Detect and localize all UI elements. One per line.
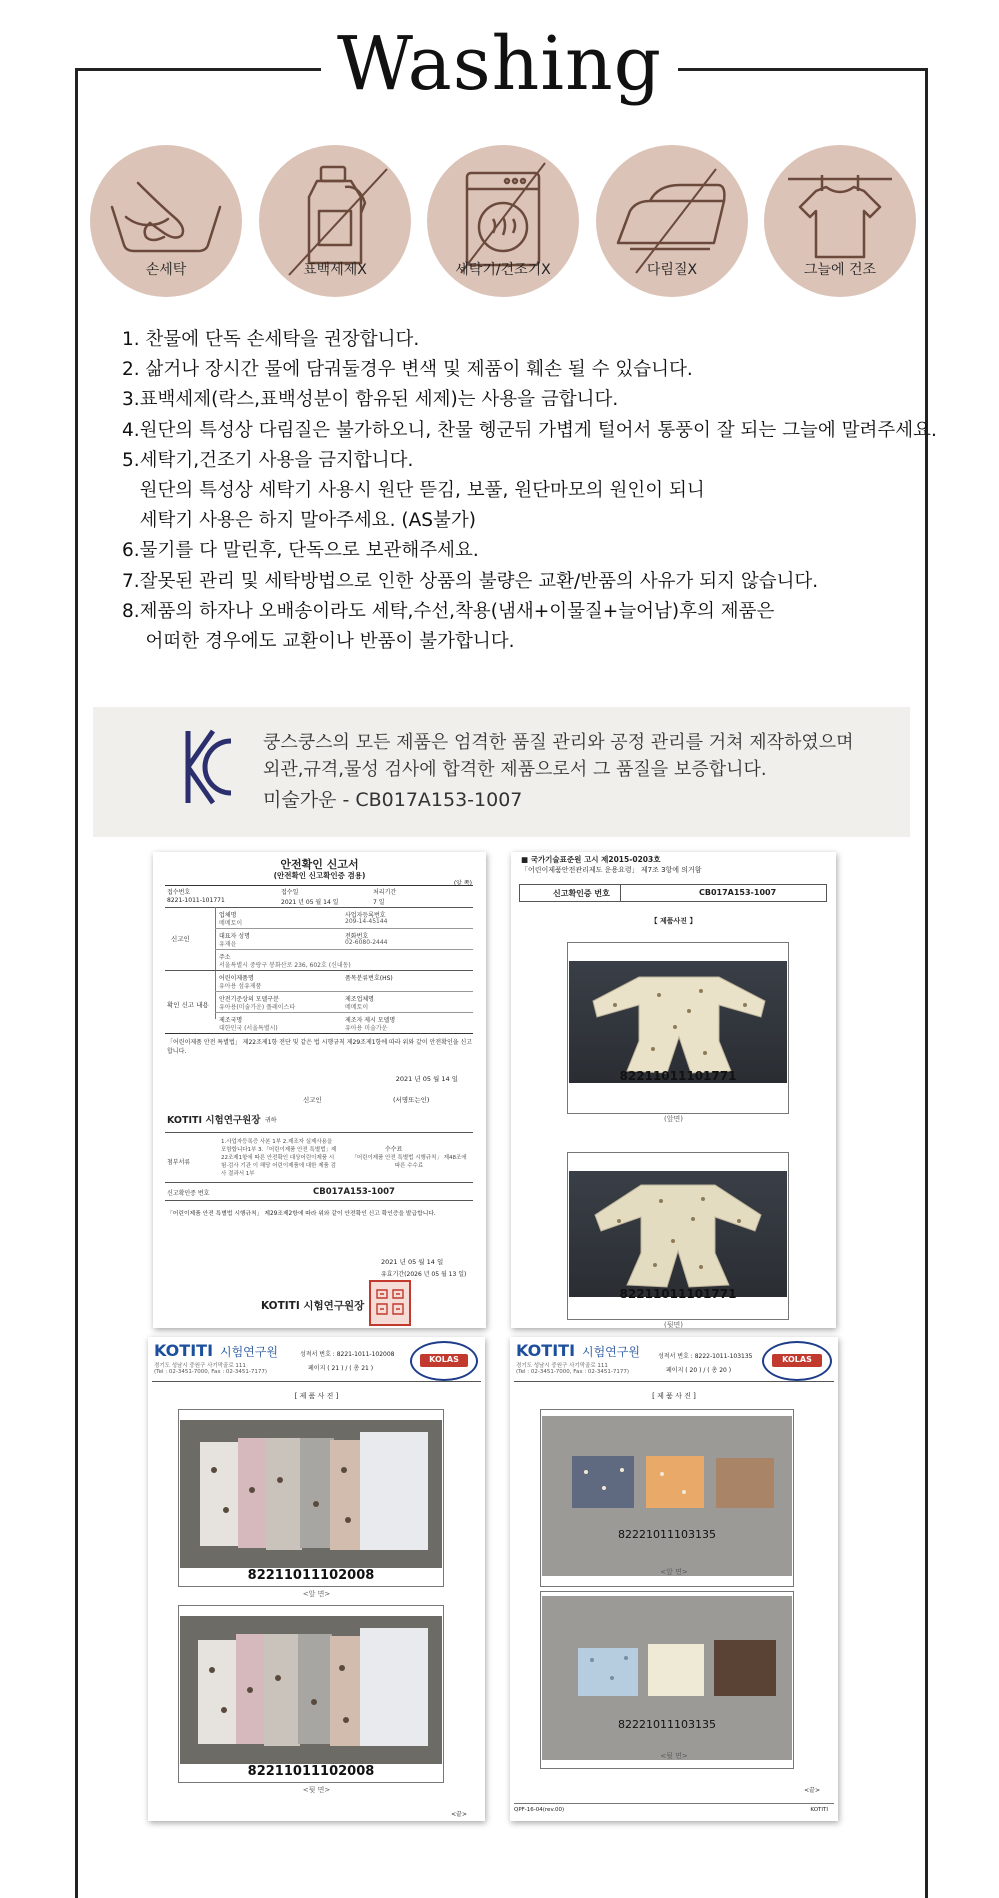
rule-line: 2. 삶거나 장시간 물에 담궈둘경우 변색 및 제품이 훼손 될 수 있습니다. xyxy=(122,359,693,381)
cert-number: CB017A153-1007 xyxy=(699,888,777,897)
hand-wash-icon xyxy=(90,145,242,297)
page-mark: (앞 쪽) xyxy=(453,880,472,887)
label: 수수료 xyxy=(385,1146,403,1153)
kc-logo-icon xyxy=(183,727,235,811)
test-report-doc xyxy=(510,1337,838,1821)
label: 제조국명 xyxy=(219,1017,243,1024)
kolas-logo-icon xyxy=(762,1341,832,1381)
doc-title: 안전확인 신고서 xyxy=(280,858,359,871)
sign: (서명또는인) xyxy=(393,1096,430,1104)
product-number: 82211011101771 xyxy=(619,1287,737,1301)
kc-line-2: 외관,규격,물성 검사에 합격한 제품으로서 그 품질을 보증합니다. xyxy=(263,759,767,780)
value: 8221-1011-101771 xyxy=(167,897,225,904)
rule-line: 6.물기를 다 말린후, 단독으로 보관해주세요. xyxy=(122,540,479,562)
product-photo xyxy=(567,942,789,1114)
label: 처리기간 xyxy=(373,889,397,896)
value: 1.사업자등록증 사본 1부 2.제조자 실제사용을 포함합니다1부 3.「어린이제품 안전 특별법」제22조제1항에 따른 안전확인 대상어린이제품 시험·검사 기관 이 해당 어린이제품에 대한 제품 검사 결과서 1부 xyxy=(221,1139,337,1177)
care-icons xyxy=(90,145,920,305)
icon-label: 손세탁 xyxy=(145,262,187,278)
date: 2021 년 05 월 14 일 xyxy=(395,1075,458,1083)
value: 유아용(미술가운) 플레이스타 xyxy=(219,1004,296,1011)
label: 접수일 xyxy=(281,889,299,896)
confirm-text: 「어린이제품 안전 특별법 시행규칙」 제29조제2항에 따라 위와 같이 안전확인 신고 확인증을 발급합니다. xyxy=(167,1211,436,1217)
label: 신고인 xyxy=(171,935,190,943)
report-number: 성적서 번호 : 8221-1011-102008 xyxy=(300,1351,395,1358)
label: 주소 xyxy=(219,954,231,961)
value: 대한민국 (서울특별시) xyxy=(219,1025,278,1032)
icon-label: 표백세제X xyxy=(303,262,367,278)
product-number: 82221011103135 xyxy=(618,1718,716,1731)
fabric-back-image xyxy=(180,1616,442,1764)
product-photo xyxy=(178,1605,444,1783)
label: 대표자 성명 xyxy=(219,933,250,940)
rule-line: 4.원단의 특성상 다림질은 불가하오니, 찬물 헹군뒤 가볍게 털어서 통풍이 잘 되는 그늘에 말려주세요. xyxy=(122,419,937,441)
value: 02-6080-2444 xyxy=(345,939,388,946)
form-number: QPF-16-04(rev.00) xyxy=(514,1807,565,1813)
no-machine-wash-icon xyxy=(427,145,579,297)
kc-line-1: 쿵스쿵스의 모든 제품은 엄격한 품질 관리와 공정 관리를 거쳐 제작하였으며 xyxy=(263,732,854,753)
value: 209-14-45144 xyxy=(345,918,388,925)
official-seal-icon xyxy=(369,1280,411,1326)
footer-brand: KOTITI xyxy=(810,1807,828,1813)
doc-subtitle: (안전확인 신고확인증 겸용) xyxy=(273,871,366,880)
notice-1: ■ 국가기술표준원 고시 제2015-0203호 xyxy=(521,855,661,864)
value: 2021 년 05 월 14 일 xyxy=(281,899,339,906)
no-bleach-icon xyxy=(259,145,411,297)
value: 메메토이 xyxy=(219,920,243,927)
kolas-text: KOLAS xyxy=(429,1355,459,1364)
rule-line: 8.제품의 하자나 오배송이라도 세탁,수선,착용(냄새+이물질+늘어남)후의 제품은 xyxy=(122,600,775,622)
label: 어린이제품명 xyxy=(219,975,254,982)
product-number: 82211011101771 xyxy=(619,1069,737,1083)
rule-line: 3.표백세제(락스,표백성분이 함유된 세제)는 사용을 금합니다. xyxy=(122,389,619,411)
page-label: 페이지 ( 21 ) / ( 총 21 ) xyxy=(308,1365,374,1372)
kolas-text: KOLAS xyxy=(782,1355,812,1364)
no-iron-icon xyxy=(596,145,748,297)
report-number: 성적서 번호 : 8222-1011-103135 xyxy=(658,1353,753,1360)
value: 서울특별시 중랑구 봉화산로 236, 602호 (신내동) xyxy=(219,962,351,969)
photo-title: 【 제품사진 】 xyxy=(650,917,697,925)
icon-label: 다림질X xyxy=(646,262,698,278)
value: 유아용 미술가운 xyxy=(345,1025,388,1032)
brand-logo: KOTITI xyxy=(154,1341,214,1360)
rule-line: 7.잘못된 관리 및 세탁방법으로 인한 상품의 불량은 교환/반품의 사유가 되지 않습니다. xyxy=(122,570,819,592)
product-number: 82211011102008 xyxy=(247,1568,375,1583)
fabric-front-image xyxy=(542,1416,792,1576)
value: 「어린이제품 안전 특별법 시행규칙」 제48조에 따른 수수료 xyxy=(351,1155,467,1169)
photo-caption: <앞 면> xyxy=(660,1568,688,1576)
label: 신고확인증 번호 xyxy=(167,1190,210,1197)
address: 경기도 성남시 중원구 사기막골로 111 xyxy=(516,1363,608,1369)
test-report-doc xyxy=(148,1337,485,1821)
product-photo xyxy=(540,1409,794,1587)
brand-kr: 시험연구원 xyxy=(220,1345,278,1359)
law-text: 「어린이제품 안전 특별법」 제22조제1항 전단 및 같은 법 시행규칙 제29조제1항에 따라 위와 같이 안전확인을 신고합니다. xyxy=(167,1039,473,1055)
product-photo xyxy=(540,1591,794,1769)
garment-back-image xyxy=(569,1171,787,1297)
garment-front-image xyxy=(569,961,787,1083)
label: 신고확인증 번호 xyxy=(553,889,610,898)
issue-date: 2021 년 05 월 14 일 xyxy=(381,1258,444,1266)
photo-title: [ 제 품 사 진 ] xyxy=(294,1392,339,1400)
label: 제조업체명 xyxy=(345,996,374,1003)
brand-logo: KOTITI xyxy=(516,1341,576,1360)
tel: (Tel : 02-3451-7000, Fax : 02-3451-7177) xyxy=(516,1369,630,1375)
kc-text xyxy=(263,729,854,814)
shade-dry-icon xyxy=(764,145,916,297)
brand-kr: 시험연구원 xyxy=(582,1345,640,1359)
safety-report-doc xyxy=(153,852,486,1328)
photo-caption: <앞 면> xyxy=(302,1590,331,1598)
label: 제조자 제시 모델명 xyxy=(345,1017,396,1024)
value: 유아용 섬유제품 xyxy=(219,983,262,990)
label: 전화번호 xyxy=(345,933,369,940)
product-photo-doc xyxy=(511,852,836,1328)
product-photo xyxy=(178,1409,444,1587)
kolas-logo-icon xyxy=(410,1341,478,1381)
label: 접수번호 xyxy=(167,889,191,896)
label: 확인 신고 내용 xyxy=(167,1001,209,1009)
rule-line: 원단의 특성상 세탁기 사용시 원단 뜯김, 보풀, 원단마모의 원인이 되니 xyxy=(122,480,705,502)
inst-suffix: 귀하 xyxy=(265,1117,277,1124)
label: 업체명 xyxy=(219,912,237,919)
value: 메메토이 xyxy=(345,1004,369,1011)
fabric-front-image xyxy=(180,1420,442,1568)
rule-line: 세탁기 사용은 하지 말아주세요. (AS불가) xyxy=(122,510,476,532)
photo-caption: (앞면) xyxy=(664,1115,683,1123)
photo-title: [ 제 품 사 진 ] xyxy=(652,1392,696,1400)
institute: KOTITI 시험연구원장 xyxy=(167,1115,261,1126)
label: 첨부서류 xyxy=(167,1159,191,1166)
value: 유재윤 xyxy=(219,941,237,948)
value: 7 일 xyxy=(373,899,385,906)
kc-certification-box xyxy=(93,707,910,837)
label: 안전기준상의 모델구분 xyxy=(219,996,279,1003)
care-instructions xyxy=(122,325,937,657)
tel: (Tel : 02-3451-7000, Fax : 02-3451-7177) xyxy=(154,1369,268,1375)
photo-caption: (뒷면) xyxy=(664,1321,683,1328)
product-photo xyxy=(567,1152,789,1320)
rule-line: 어떠한 경우에도 교환이나 반품이 불가합니다. xyxy=(122,631,515,653)
rule-line: 5.세탁기,건조기 사용을 금지합니다. xyxy=(122,449,414,471)
end-mark: <끝> xyxy=(451,1811,467,1818)
title-wrap xyxy=(0,0,999,114)
end-mark: <끝> xyxy=(804,1787,820,1794)
product-number: 82211011102008 xyxy=(247,1764,375,1779)
valid-date: 유효기간(2026 년 05 월 13 일) xyxy=(381,1271,467,1278)
issuer: KOTITI 시험연구원장 xyxy=(261,1300,365,1312)
label: 사업자등록번호 xyxy=(345,912,386,919)
cert-number: CB017A153-1007 xyxy=(313,1187,395,1197)
photo-caption: <뒷 면> xyxy=(660,1752,688,1760)
signer: 신고인 xyxy=(303,1096,322,1104)
product-number: 82221011103135 xyxy=(618,1528,716,1541)
fabric-back-image xyxy=(542,1596,792,1760)
rule-line: 1. 찬물에 단독 손세탁을 권장합니다. xyxy=(122,329,420,350)
kc-code: 미술가운 - CB017A153-1007 xyxy=(263,789,523,811)
photo-caption: <뒷 면> xyxy=(302,1786,331,1794)
page-title: Washing xyxy=(321,14,678,114)
icon-label: 그늘에 건조 xyxy=(803,262,877,278)
icon-label: 세탁기/건조기X xyxy=(455,262,551,278)
address: 경기도 성남시 중원구 사기막골로 111 xyxy=(154,1363,246,1369)
label: 품목분류번호(HS) xyxy=(345,975,393,982)
page-label: 페이지 ( 20 ) / ( 총 20 ) xyxy=(666,1367,732,1374)
notice-2: 「어린이제품안전관리제도 운용요령」 제7조 3항에 의거함 xyxy=(521,866,702,874)
